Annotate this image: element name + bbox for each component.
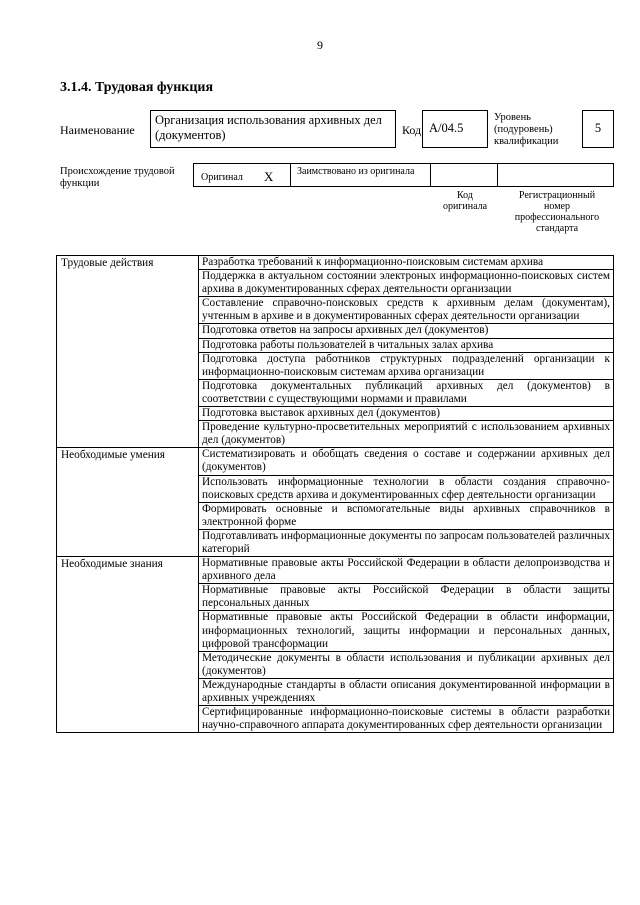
table-cell: Подготовка выставок архивных дел (документов) [199,407,614,421]
original-label: Оригинал [201,172,243,183]
original-mark: X [264,169,274,184]
origin-label: Происхождение трудовой функции [60,166,175,189]
original-cell [193,163,291,187]
level-label: Уровень (подуровень) квалификации [494,112,559,147]
reg-number-cell [497,163,614,187]
name-label: Наименование [60,123,135,137]
code-original-cell [430,163,498,187]
table-cell: Нормативные правовые акты Российской Федерации в области делопроизводства и архивного дела [199,557,614,584]
table-cell: Разработка требований к информационно-поисковым системам архива [199,256,614,270]
table-row [57,557,614,584]
page-number: 9 [317,38,323,52]
labor-function-table [56,255,614,733]
table-cell: Сертифицированные информационно-поисковые системы в области разработки научно-справочного аппарата документированных сфер деятельности организации [199,706,614,733]
code-original-label: Код оригинала [442,190,488,212]
table-row [57,256,614,270]
table-cell: Подготовка доступа работников структурных подразделений организации к информационно-поисковым системам архива организации [199,352,614,379]
table-cell: Нормативные правовые акты Российской Федерации в области защиты персональных данных [199,584,614,611]
table-cell: Методические документы в области использования и публикации архивных дел (документов) [199,651,614,678]
reg-number-label: Регистрационный номер профессионального стандарта [514,190,600,234]
category-cell: Трудовые действия [57,256,199,448]
section-title: 3.1.4. Трудовая функция [60,80,214,95]
category-cell: Необходимые умения [57,448,199,557]
table-cell: Подготовка документальных публикаций архивных дел (документов) в соответствии с существующими нормами и правилами [199,379,614,406]
table-cell: Систематизировать и обобщать сведения о составе и содержании архивных дел (документов) [199,448,614,475]
name-value: Организация использования архивных дел (документов) [150,110,396,148]
table-cell: Использовать информационные технологии в области создания справочно-поисковых средств архива и документированных сфер деятельности организации [199,475,614,502]
table-cell: Формировать основные и вспомогательные виды архивных справочников в электронной форме [199,502,614,529]
borrowed-cell [290,163,431,187]
table-cell: Подготовка работы пользователей в читальных залах архива [199,338,614,352]
table-cell: Проведение культурно-просветительных мероприятий с использованием архивных дел (документов) [199,421,614,448]
level-value: 5 [582,110,614,148]
category-cell: Необходимые знания [57,557,199,733]
code-value: А/04.5 [422,110,488,148]
table-cell: Международные стандарты в области описания документированной информации в архивных учреждениях [199,678,614,705]
borrowed-label: Заимствовано из оригинала [297,166,415,177]
table-cell: Подготовка ответов на запросы архивных дел (документов) [199,324,614,338]
code-label: Код [402,123,422,137]
table-cell: Нормативные правовые акты Российской Федерации в области информации, информационных технологий, защиты информации и персональных данных, цифровой трансформации [199,611,614,651]
table-cell: Поддержка в актуальном состоянии электроных информационно-поисковых систем архива в документированных сферах деятельности организации [199,270,614,297]
table-cell: Составление справочно-поисковых средств к архивным делам (документам), учтенным в архиве и в документированных сферах деятельности организации [199,297,614,324]
table-row [57,448,614,475]
table-cell: Подготавливать информационные документы по запросам пользователей различных категорий [199,529,614,556]
